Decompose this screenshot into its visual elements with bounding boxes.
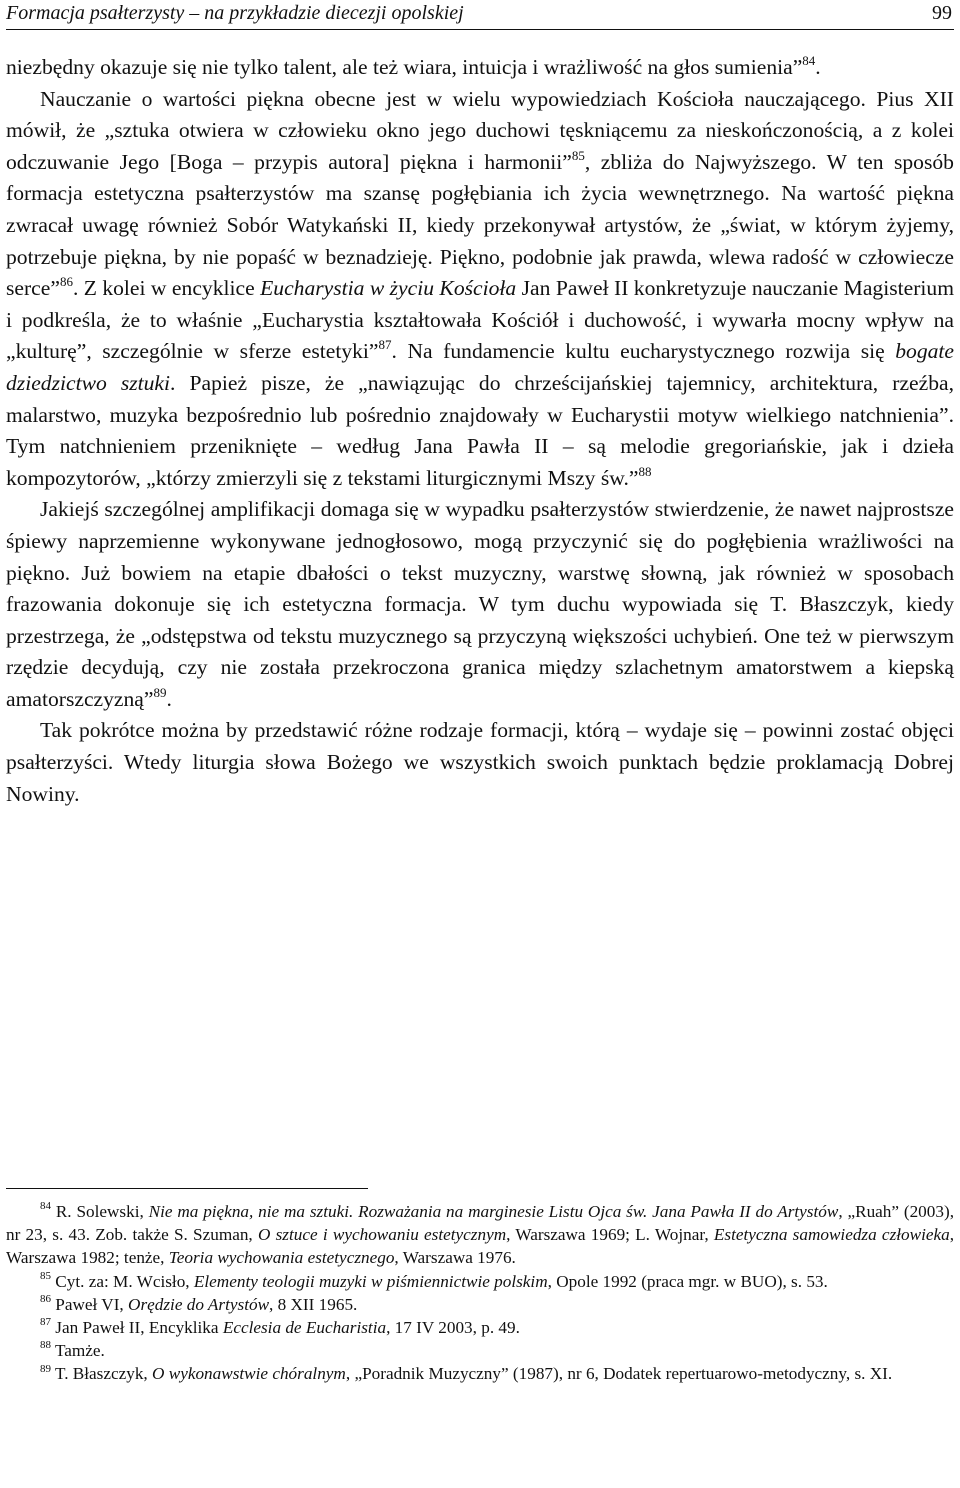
text-span: Jan Paweł II konkretyzuje nauczanie Magisterium i podkreśla, że to właśnie „Eucharystia kształtowała Kościół i duchowość, i wywarła mocny wpływ na „kulturę”, szczególnie w sferze estetyki” (6, 276, 954, 364)
footnote-ref-86[interactable]: 86 (59, 273, 73, 289)
footnote-number: 86 (40, 1293, 51, 1306)
text-span: . Z kolei w encyklice (72, 276, 261, 301)
paragraph-3 (6, 494, 954, 715)
text-span: , Opole 1992 (praca mgr. w BUO), s. 53. (547, 1271, 828, 1291)
footnote-ref-89[interactable]: 89 (153, 684, 167, 700)
main-text (6, 52, 954, 810)
text-span: , „Poradnik Muzyczny” (1987), nr 6, Dodatek repertuarowo-metodyczny, s. XI. (345, 1364, 893, 1384)
text-span: Jakiejś szczególnej amplifikacji domaga się w wypadku psałterzystów stwierdzenie, że nawet najprostsze śpiewy naprzemienne wykonywane jednogłosowo, mogą przyczynić się do pogłębienia wrażliwości na piękno. Już bowiem na etapie dbałości o tekst muzyczny, warstwę słowną, jak również w sposobach frazowania dokonuje się ich estetyczna formacja. W tym duchu wypowiada się T. Błaszczyk, kiedy przestrzega, że „odstępstwa od tekstu muzycznego są przyczyną większości uchybień. One też w pierwszym rzędzie decydują, czy nie została przekroczona granica między szlachetnym amatorstwem a kiepską amatorszczyzną” (6, 497, 954, 711)
text-span: , 8 XII 1965. (269, 1294, 358, 1314)
text-span: niezbędny okazuje się nie tylko talent, ale też wiara, intuicja i wrażliwość na głos sumienia” (6, 55, 803, 79)
text-span: , „Ruah” (2003), nr 23, s. 43. Zob. także S. Szuman, (6, 1202, 954, 1245)
footnote-ref-88[interactable]: 88 (638, 463, 652, 479)
page-number: 99 (932, 2, 952, 24)
italic-title: Ecclesia de Eucharistia (222, 1318, 387, 1338)
text-span: Tak pokrótce można by przedstawić różne rodzaje formacji, którą – wydaje się – powinni zostać objęci psałterzyści. Wtedy liturgia słowa Bożego we wszystkich swoich punktach będzie proklamacją Dobrej Nowiny. (6, 718, 954, 806)
text-span: T. Błaszczyk, (51, 1364, 153, 1384)
paragraph-4 (6, 715, 954, 810)
footnote-89 (6, 1362, 954, 1385)
italic-title: Teoria wychowania estetycznego (168, 1248, 395, 1268)
text-span: . Na fundamencie kultu eucharystycznego rozwija się (391, 339, 896, 364)
text-span: Cyt. za: M. Wcisło, (51, 1271, 194, 1291)
footnote-88 (6, 1339, 954, 1362)
paragraph-2 (6, 84, 954, 495)
italic-title: Nie ma piękna, nie ma sztuki. Rozważania na marginesie Listu Ojca św. Jana Pawła II do Artystów (148, 1202, 839, 1221)
text-span: Tamże. (51, 1341, 105, 1361)
footnotes (6, 1200, 954, 1386)
text-span: . Papież pisze, że „nawiązując do chrześcijańskiej tajemnicy, architektura, rzeźba, malarstwo, muzyka bezpośrednio lub pośrednio znajdowały w Eucharystii motyw wielkiego natchnienia”. Tym natchnieniem przeniknięte – według Jana Pawła II – są melodie gregoriańskie, jak i dzieła kompozytorów, „którzy zmierzyli się z tekstami liturgicznymi Mszy św.” (6, 370, 954, 490)
footnote-number: 89 (40, 1362, 51, 1375)
italic-title: Estetyczna samowiedza człowieka (713, 1225, 950, 1245)
italic-title: Eucharystia w życiu Kościoła (260, 276, 517, 301)
italic-title: O sztuce i wychowaniu estetycznym (257, 1225, 507, 1245)
text-span: . (166, 686, 172, 711)
paragraph-1 (6, 52, 954, 84)
footnote-87 (6, 1316, 954, 1339)
text-span: Jan Paweł II, Encyklika (51, 1318, 223, 1338)
text-span: , Warszawa 1982; tenże, (6, 1225, 955, 1268)
italic-phrase: bogate dziedzictwo sztuki (6, 339, 955, 395)
italic-title: Orędzie do Artystów (128, 1294, 270, 1314)
footnote-number: 85 (40, 1269, 51, 1282)
text-span: Paweł VI, (51, 1294, 129, 1314)
text-span: , Warszawa 1969; L. Wojnar, (506, 1225, 714, 1245)
text-span: , zbliża do Najwyższego. W ten sposób formacja estetyczna psałterzystów ma szansę pogłębiania ich życia wewnętrznego. Na wartość piękna zwracał uwagę również Sobór Watykański II, kiedy przekonywał artystów, że „świat, w którym żyjemy, potrzebuje piękna, by nie popaść w beznadzieję. Piękno, podobnie jak prawda, wlewa radość w człowiecze serce” (6, 149, 954, 301)
footnote-separator (6, 1188, 368, 1189)
italic-title: O wykonawstwie chóralnym (152, 1364, 346, 1384)
running-title: Formacja psałterzysty – na przykładzie diecezji opolskiej (6, 2, 464, 24)
text-span: Nauczanie o wartości piękna obecne jest w wielu wypowiedziach Kościoła nauczającego. Pius XII mówił, że „sztuka otwiera w człowieku okno jego duchowi tęskniącemu za nieskończonością, a z kolei odczuwanie Jego [Boga – przypis autora] piękna i harmonii” (6, 86, 954, 174)
footnote-number: 88 (40, 1339, 51, 1352)
text-span: . (815, 55, 821, 79)
footnote-ref-84[interactable]: 84 (802, 52, 816, 68)
footnote-85 (6, 1270, 954, 1293)
footnote-ref-87[interactable]: 87 (378, 337, 392, 353)
text-span: , 17 IV 2003, p. 49. (386, 1318, 520, 1338)
text-span: R. Solewski, (51, 1202, 149, 1221)
text-span: , Warszawa 1976. (394, 1248, 516, 1268)
footnote-86 (6, 1293, 954, 1316)
footnote-84 (6, 1200, 954, 1270)
document-page (6, 0, 955, 1384)
footnote-ref-85[interactable]: 85 (571, 147, 585, 163)
italic-title: Elementy teologii muzyki w piśmiennictwie polskim (193, 1271, 548, 1291)
footnote-number: 84 (40, 1200, 51, 1213)
running-header (6, 2, 954, 30)
footnote-number: 87 (40, 1316, 51, 1329)
